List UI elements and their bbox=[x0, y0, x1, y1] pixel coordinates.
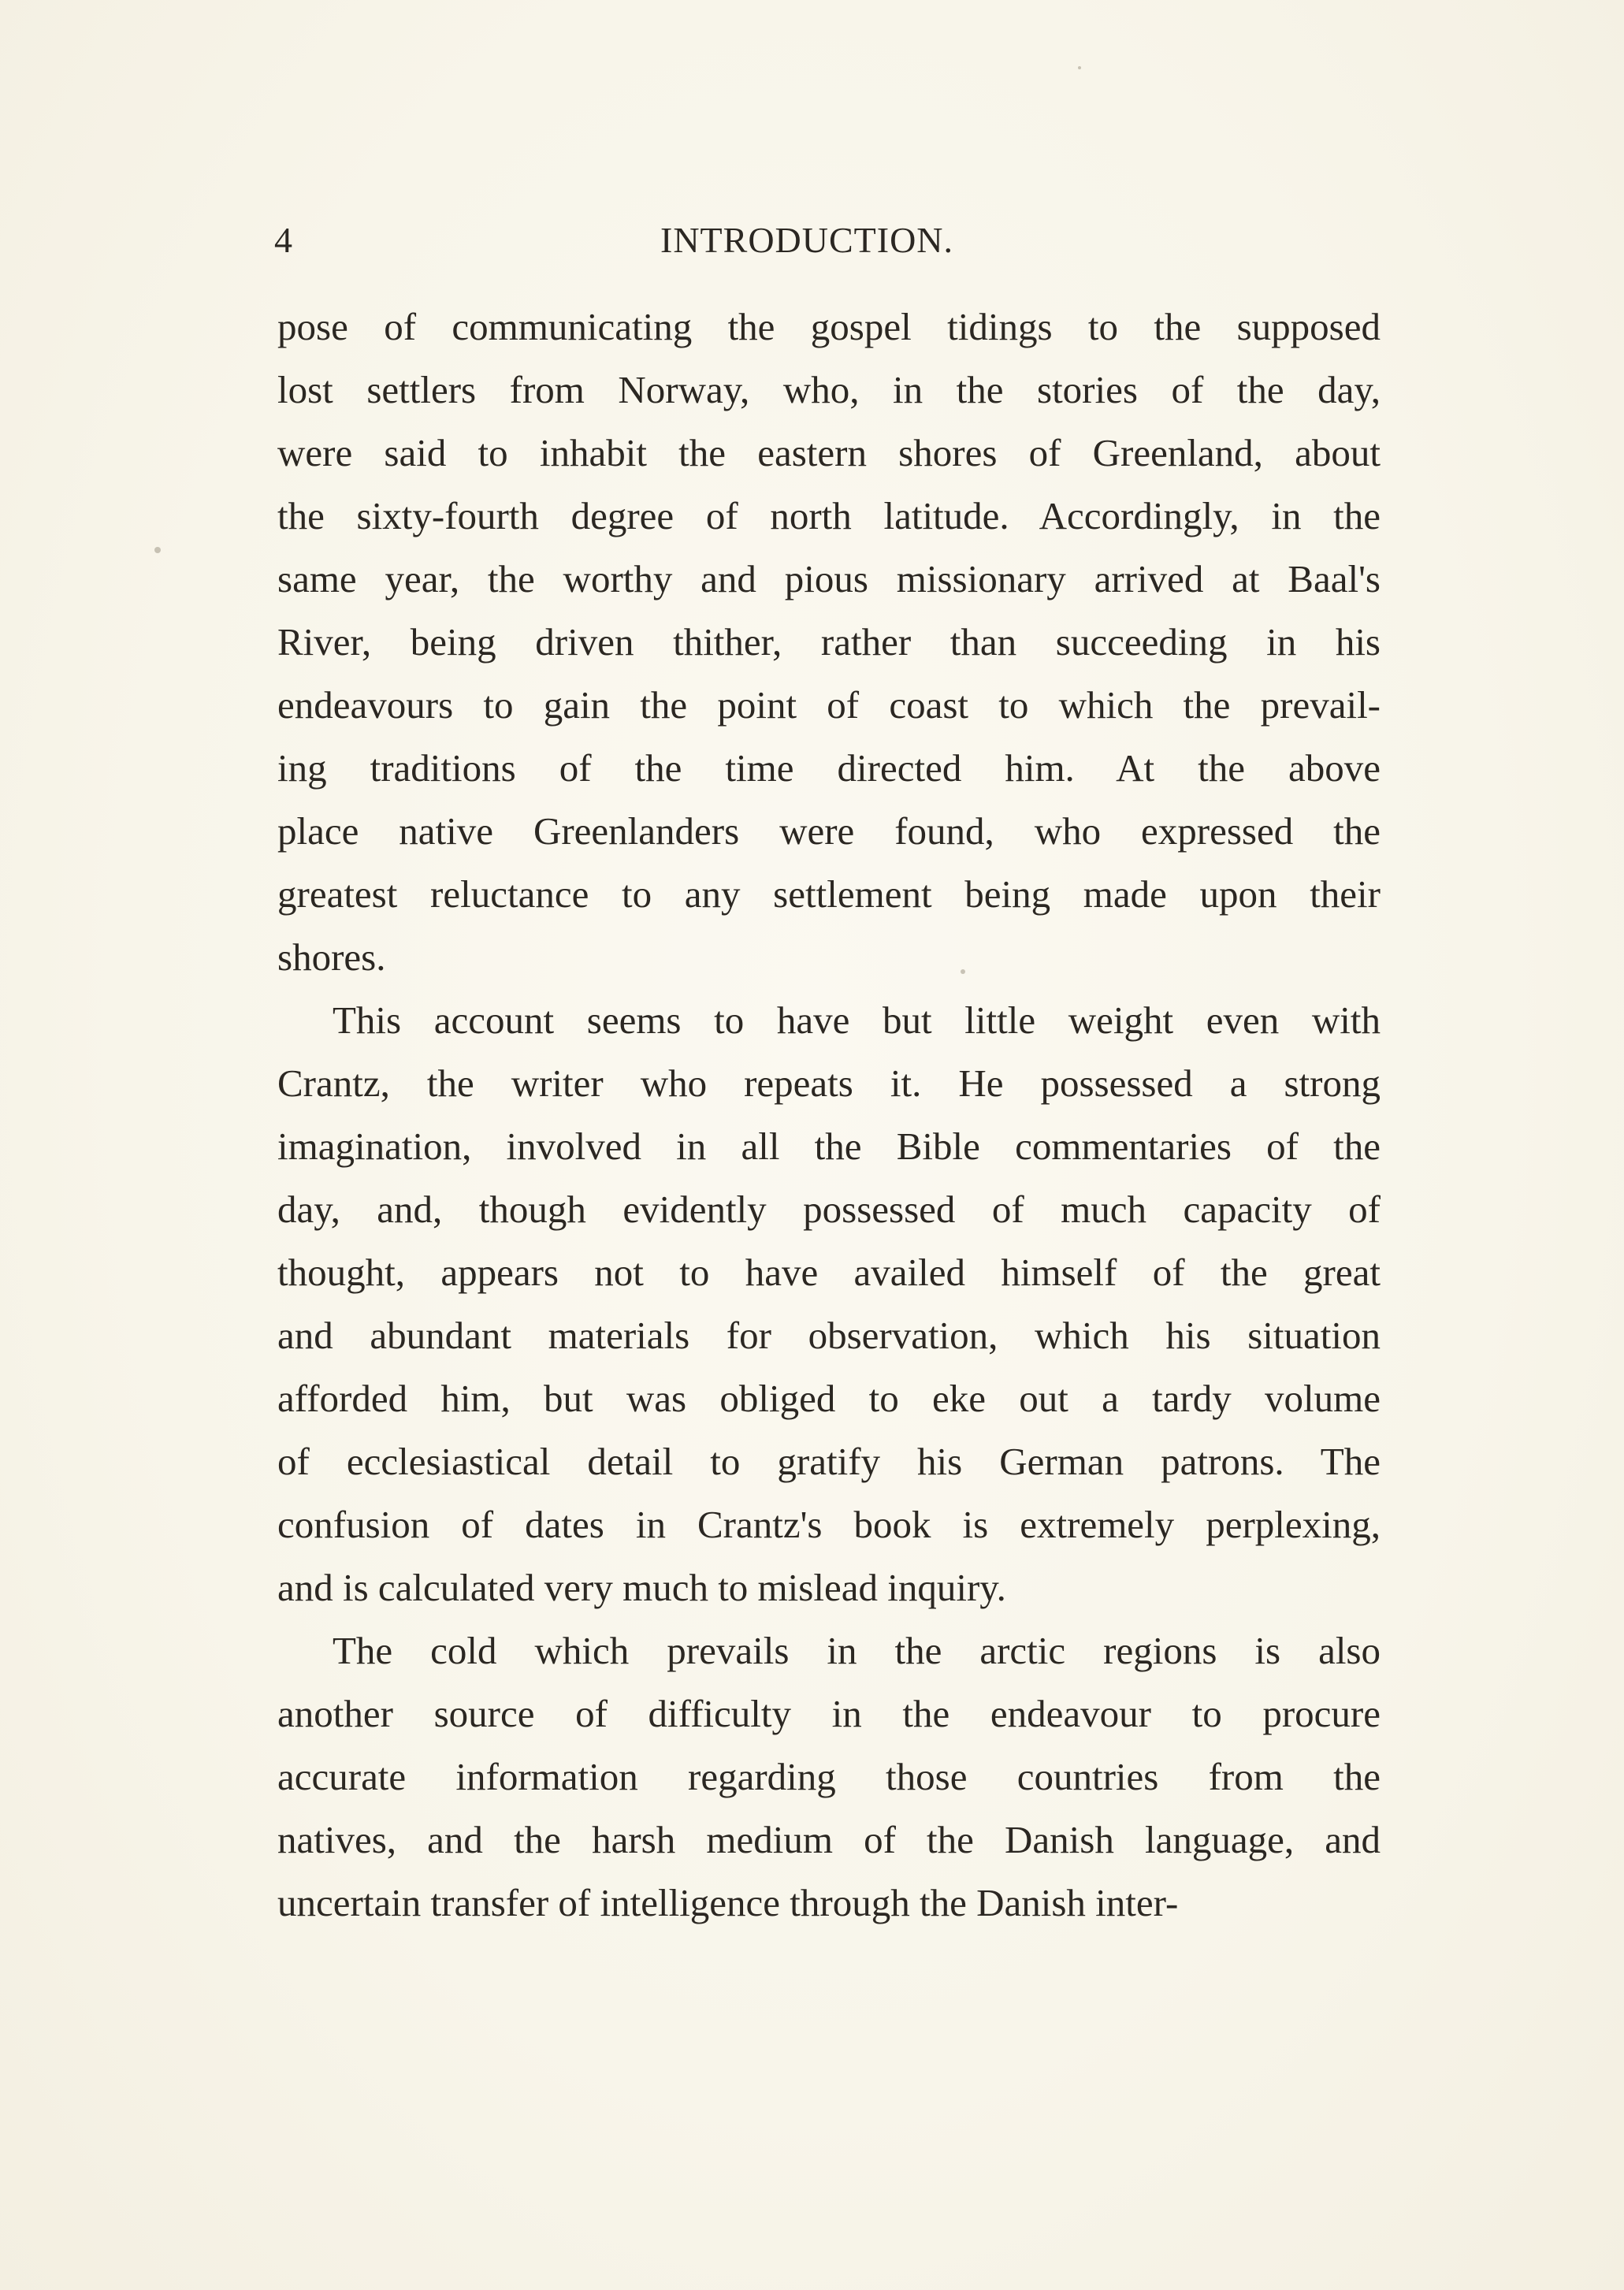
text-line: ing traditions of the time directed him. At the above bbox=[277, 746, 1381, 790]
running-head-title: INTRODUCTION. bbox=[660, 220, 954, 260]
text-line: and abundant materials for observation, which his situation bbox=[277, 1314, 1381, 1357]
text-line: The cold which prevails in the arctic regions is also bbox=[333, 1629, 1381, 1672]
paper-speck bbox=[154, 547, 161, 553]
body-text bbox=[277, 296, 1381, 1935]
text-line: afforded him, but was obliged to eke out a tardy volume bbox=[277, 1377, 1381, 1420]
text-line: confusion of dates in Crantz's book is extremely perplexing, bbox=[277, 1503, 1381, 1546]
text-line: imagination, involved in all the Bible commentaries of the bbox=[277, 1125, 1381, 1168]
text-line: and is calculated very much to mislead inquiry. bbox=[277, 1566, 1006, 1609]
page-number: 4 bbox=[274, 220, 292, 260]
paragraph bbox=[277, 1619, 1381, 1935]
text-line: accurate information regarding those countries from the bbox=[277, 1755, 1381, 1798]
text-line: day, and, though evidently possessed of much capacity of bbox=[277, 1188, 1381, 1231]
text-line: place native Greenlanders were found, who expressed the bbox=[277, 809, 1381, 853]
text-line: thought, appears not to have availed himself of the great bbox=[277, 1251, 1381, 1294]
text-line: lost settlers from Norway, who, in the stories of the day, bbox=[277, 368, 1381, 411]
text-line: of ecclesiastical detail to gratify his German patrons. The bbox=[277, 1440, 1381, 1483]
paper-speck bbox=[1078, 66, 1081, 69]
paragraph bbox=[277, 296, 1381, 989]
text-line: same year, the worthy and pious missionary arrived at Baal's bbox=[277, 557, 1381, 600]
text-line: another source of difficulty in the endeavour to procure bbox=[277, 1692, 1381, 1735]
text-line: River, being driven thither, rather than succeeding in his bbox=[277, 620, 1381, 664]
paper-speck bbox=[961, 969, 965, 974]
paragraph bbox=[277, 989, 1381, 1619]
text-line: the sixty-fourth degree of north latitude. Accordingly, in the bbox=[277, 494, 1381, 537]
text-line: uncertain transfer of intelligence through the Danish inter- bbox=[277, 1881, 1179, 1924]
text-line: were said to inhabit the eastern shores of Greenland, about bbox=[277, 431, 1381, 474]
text-line: natives, and the harsh medium of the Danish language, and bbox=[277, 1818, 1381, 1861]
text-line: greatest reluctance to any settlement being made upon their bbox=[277, 872, 1381, 916]
text-line: This account seems to have but little weight even with bbox=[333, 998, 1381, 1042]
running-head bbox=[274, 213, 1377, 268]
text-line: Crantz, the writer who repeats it. He possessed a strong bbox=[277, 1061, 1381, 1105]
text-line: pose of communicating the gospel tidings to the supposed bbox=[277, 305, 1381, 348]
text-line: shores. bbox=[277, 935, 386, 979]
text-line: endeavours to gain the point of coast to which the prevail- bbox=[277, 683, 1381, 727]
